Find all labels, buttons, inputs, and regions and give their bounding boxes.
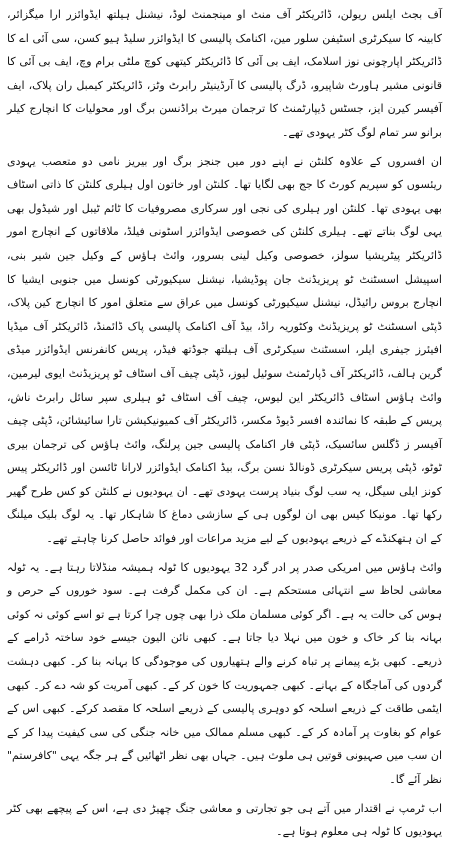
paragraph-officials-list: آف بجٹ ایلس ریولن، ڈائریکٹر آف منٹ او مینجمنٹ لوڈ، نیشنل ہیلتھ ایڈوائزر ارا میگزائر، کابینہ کا سیکرٹری اسٹیفن سلور مین، اکنامک پالیسی کا ایڈوائزر سلیڈ ہیو کسن، سی آئی اے کا ڈائریکٹر اپارچونی نوز اسلامک، ایف بی آئی کا ڈائریکٹر کیتھی کوچ ملٹی برام وچ، ایف بی آئی کا قانونی مشیر ہاورٹ شاپیرو، ڈرگ پالیسی کا آرڈینیٹر رابرٹ وٹز، ڈائریکٹر کیمبل ران پلاک، ایف آفیسر کیرن ایز، جسٹس ڈیپارٹمنٹ کا ترجمان میرٹ براڈنسن برگ اور محولیات کا انچارج کیلر برانو سر تمام لوگ کٹر یہودی تھے۔ — [7, 8, 442, 139]
paragraph-clinton-staff: ان افسروں کے علاوہ کلنٹن نے اپنے دور میں جنجز برگ اور بیریز نامی دو متعصب یہودی ریئسوں کو سپریم کورٹ کا جج بھی لگایا تھا۔ کلنٹن اور خاتون اول ہیلری کلنٹن کا ذاتی اسٹاف بھی یہودی تھا۔ کلنٹن اور ہیلری کی نجی اور سرکاری مصروفیات کا ٹائم ٹیبل اور شیڈول بھی یہی لوگ بناتے تھے۔ ہیلری کلنٹن کی خصوصی ایڈوائزر اسٹونی فیلڈ، ملاقاتوں کے انچارج امور ڈائریکٹر پیٹریشیا سولز، خصوصی وکیل لینی بسرور، وائٹ ہاؤس کے وکیل جین شیر بنی، اسپیشل اسسٹنٹ ٹو پریزیڈنٹ جان پوڈیشیا، نیشنل سیکیورٹی کونسل میں جنوبی ایشیا کا انچارج بروس رائیڈل، نیشنل سیکیورٹی کونسل میں عراق سے متعلق امور کا انچارج کین پلاک، ڈپٹی اسسٹنٹ ٹو پریزیڈنٹ وکٹوریہ راڈ، بیڈ آف اکنامک پالیسی پاک ڈائمنڈ، ڈائریکٹر آف میڈیا افیئرز جیفری ایلر، اسسٹنٹ سیکرٹری آف ہیلتھ جوڈتھ فیڈر، پریس کانفرنس ایڈوائزر میڈی گرین ہالف، ڈائریکٹر آف ڈپارٹمنٹ سوئیل لیوز، ڈپٹی چیف آف اسٹاف ٹو پریزیڈنٹ ایوی لیرمین، وائٹ ہاؤس اسٹاف ڈائریکٹر این لیوس، چیف آف اسٹاف ٹو ہیلری سپر سائل رابرٹ ناش، پریس کے طبقہ کا نمائندہ افسر ڈیوڈ مکسر، ڈائریکٹر آف کمیونیکیشن تارا سائیشائن، ڈپٹی چیف آفیسر ز ڈگلس سائسیک، ڈپٹی فار اکنامک پالیسی جین پرلنگ، وائٹ ہاؤس کی ترجمان بیری ٹوٹو، ڈپٹی پریس سیکرٹری ڈونالڈ نسن برگ، بیڈ اکنامک ایڈوائزر لارانا ٹائسن اور ڈائریکٹر پیس کونز ایلی سیگل، یہ سب لوگ بنیاد پرست یہودی تھے۔ ان یہودیوں نے کلنٹن کو کس طرح گھیر رکھا تھا۔ مونیکا کیس بھی ان لوگوں ہی کے سازشی دماغ کا شاہکار تھا۔ یہ لوگ بلیک میلنگ کے ان ہتھکنڈے کے ذریعے یہودیوں کے لیے مزید مراعات اور فوائد حاصل کرنا چاہتے تھے۔ — [7, 154, 442, 546]
paragraph-white-house-lobby: وائٹ ہاؤس میں امریکی صدر پر ادر گرد 32 یہودیوں کا ٹولہ ہمیشہ منڈلاتا رہتا ہے۔ یہ ٹولہ معاشی لحاظ سے انتہائی مستحکم ہے۔ ان کی مکمل گرفت ہے۔ سود خوروں کے حرص و ہوس کی حالت یہ ہے۔ اگر کوئی مسلمان ملک ذرا بھی چوں چرا کرتا ہے تو اسے کوئی نہ کوئی بہانہ بنا کر خاک و خون میں نہلا دیا جاتا ہے۔ کبھی نائن الیون جیسے خود ساختہ ڈرامے کے ذریعے۔ کبھی بڑے پیمانے پر تباہ کرنے والے ہتھیاروں کی موجودگی کا بہانہ بنا کر۔ کبھی دہشت گردوں کی آماجگاہ کے بہانے۔ کبھی جمہوریت کا خون کر کے۔ کبھی آمریت کو شہ دے کر۔ کبھی ایٹمی طاقت کے ذریعے اسلحہ کو دوہری پالیسی کے ذریعے اسلحہ کا مقصد کرکے۔ کبھی اس کے عوام کو بغاوت پر آمادہ کر کے۔ کبھی مسلم ممالک میں خانہ جنگی کی سی کیفیت پیدا کر کے ان سب میں صہیونی قوتیں ہی ملوث ہیں۔ جہاں بھی نظر اٹھائیں گے ہر جگہ یہی "کافرستم" نظر آئے گا۔ — [7, 560, 442, 786]
paragraph-trump-conclusion: اب ٹرمپ نے اقتدار میں آتے ہی جو تجارتی و معاشی جنگ چھیڑ دی ہے، اس کے پیچھے بھی کٹر یہودیوں کا ٹولہ ہی معلوم ہوتا ہے۔ — [7, 801, 442, 839]
